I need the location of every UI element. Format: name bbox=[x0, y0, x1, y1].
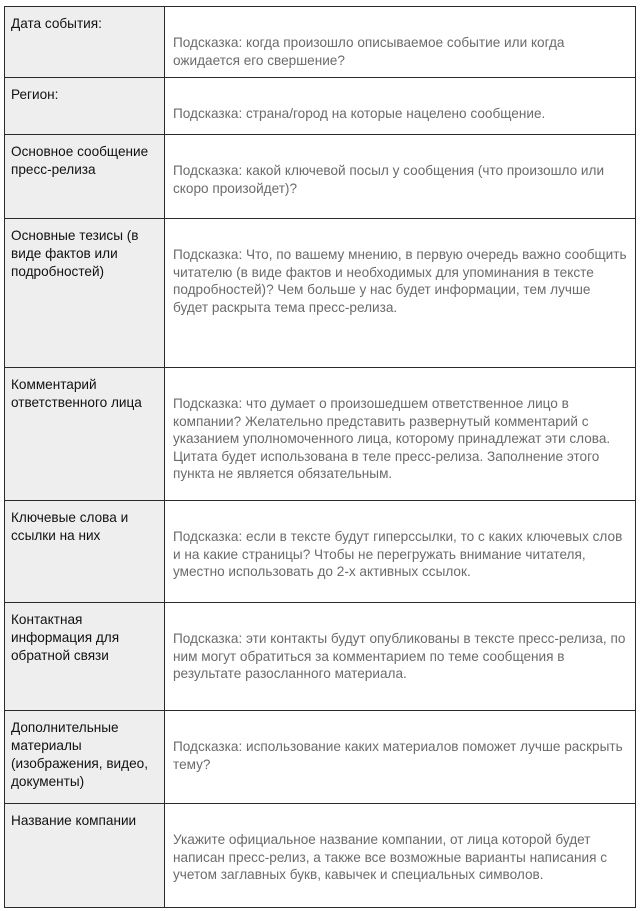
row-label: Основное сообщение пресс-релиза bbox=[11, 144, 149, 177]
row-hint: Подсказка: если в тексте будут гиперссылки, то с каких ключевых слов и на какие страницы? Чтобы не перегружать внимание читателя, уместно использовать до 2-х активных ссылок. bbox=[173, 529, 623, 580]
row-company-name bbox=[5, 804, 636, 908]
row-label: Основные тезисы (в виде фактов или подробностей) bbox=[11, 228, 139, 279]
row-hint: Подсказка: эти контакты будут опубликованы в тексте пресс-релиза, по ним могут обратиться за комментарием по теме сообщения в результате разосланного материала. bbox=[173, 631, 626, 682]
row-hint: Подсказка: какой ключевой посыл у сообщения (что произошло или скоро произойдет)? bbox=[173, 163, 605, 196]
row-hint: Подсказка: когда произошло описываемое событие или когда ожидается его свершение? bbox=[173, 35, 565, 68]
row-hint: Укажите официальное название компании, от лица которой будет написан пресс-релиз, а также все возможные варианты написания с учетом заглавных букв, кавычек и специальных символов. bbox=[173, 832, 608, 883]
hint-cell[interactable] bbox=[165, 78, 636, 135]
row-label: Дата события: bbox=[11, 16, 102, 31]
label-cell bbox=[5, 501, 165, 603]
row-label: Комментарий ответственного лица bbox=[11, 377, 142, 410]
row-additional-materials bbox=[5, 711, 636, 804]
row-contact-info bbox=[5, 603, 636, 711]
press-release-form-table bbox=[4, 6, 636, 908]
hint-cell[interactable] bbox=[165, 7, 636, 78]
row-hint: Подсказка: страна/город на которые нацелено сообщение. bbox=[173, 106, 546, 121]
label-cell bbox=[5, 7, 165, 78]
row-label: Регион: bbox=[11, 87, 59, 102]
row-hint: Подсказка: что думает о произошедшем ответственное лицо в компании? Желательно представить развернутый комментарий с указанием уполномоченного лица, которому принадлежат эти слова. Цитата будет использована в теле пресс-релиза. Заполнение этого пункта не является обязательным. bbox=[173, 396, 611, 482]
row-hint: Подсказка: использование каких материалов поможет лучше раскрыть тему? bbox=[173, 739, 623, 772]
label-cell bbox=[5, 804, 165, 908]
hint-cell[interactable] bbox=[165, 711, 636, 804]
hint-cell[interactable] bbox=[165, 219, 636, 368]
label-cell bbox=[5, 368, 165, 501]
row-official-comment bbox=[5, 368, 636, 501]
hint-cell[interactable] bbox=[165, 368, 636, 501]
label-cell bbox=[5, 219, 165, 368]
label-cell bbox=[5, 135, 165, 219]
row-keywords-links bbox=[5, 501, 636, 603]
row-main-theses bbox=[5, 219, 636, 368]
label-cell bbox=[5, 711, 165, 804]
label-cell bbox=[5, 78, 165, 135]
hint-cell[interactable] bbox=[165, 135, 636, 219]
row-label: Ключевые слова и ссылки на них bbox=[11, 510, 129, 543]
hint-cell[interactable] bbox=[165, 603, 636, 711]
row-label: Дополнительные материалы (изображения, видео, документы) bbox=[11, 720, 148, 789]
hint-cell[interactable] bbox=[165, 501, 636, 603]
row-hint: Подсказка: Что, по вашему мнению, в первую очередь важно сообщить читателю (в виде фактов и необходимых для упоминания в тексте подробностей)? Чем больше у нас будет информации, тем лучше будет раскрыта тема пресс-релиза. bbox=[173, 247, 627, 315]
label-cell bbox=[5, 603, 165, 711]
row-region bbox=[5, 78, 636, 135]
row-main-message bbox=[5, 135, 636, 219]
row-event-date bbox=[5, 7, 636, 78]
row-label: Контактная информация для обратной связи bbox=[11, 612, 120, 663]
hint-cell[interactable] bbox=[165, 804, 636, 908]
row-label: Название компании bbox=[11, 813, 137, 828]
